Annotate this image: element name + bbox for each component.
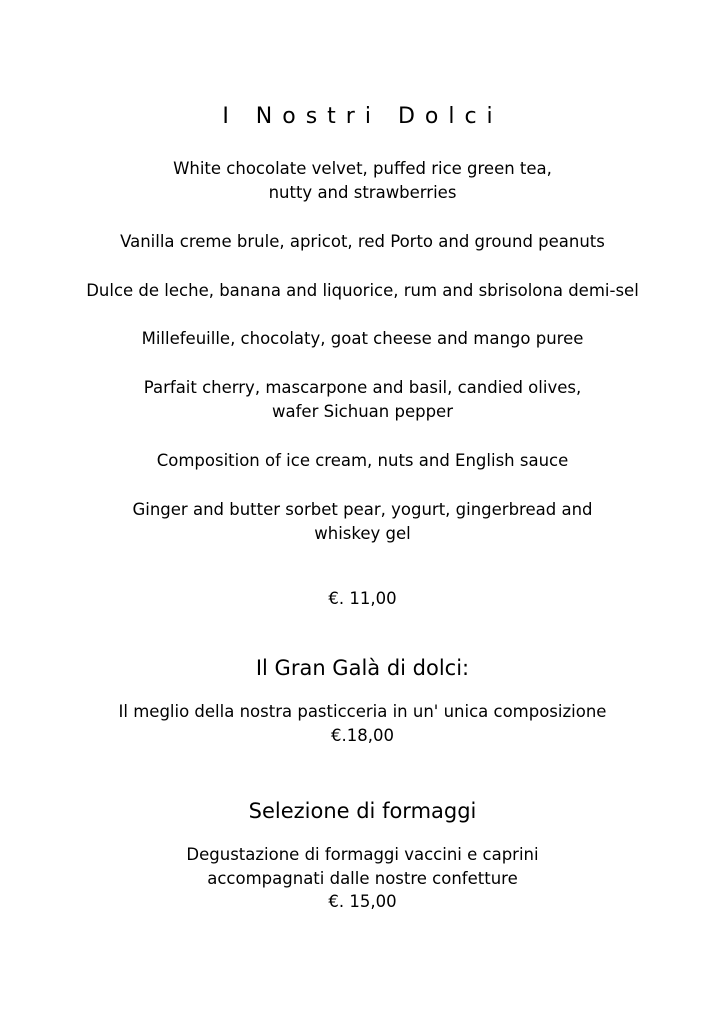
gran-gala-heading: Il Gran Galà di dolci: bbox=[255, 656, 470, 680]
dolci-item-3: Dulce de leche, banana and liquorice, rum and sbrisolona demi-sel bbox=[86, 281, 639, 300]
formaggi-line-1: Degustazione di formaggi vaccini e caprini bbox=[186, 845, 539, 864]
dolci-item-2: Vanilla creme brule, apricot, red Porto and ground peanuts bbox=[120, 232, 605, 251]
gran-gala-description: Il meglio della nostra pasticceria in un' unica composizione bbox=[118, 702, 607, 721]
dolci-title: I Nostri Dolci bbox=[222, 104, 503, 129]
dolci-price: €. 11,00 bbox=[328, 589, 397, 608]
dolci-item-7-line-2: whiskey gel bbox=[314, 524, 411, 543]
dolci-item-7-line-1: Ginger and butter sorbet pear, yogurt, gingerbread and bbox=[132, 500, 593, 519]
formaggi-line-2: accompagnati dalle nostre confetture bbox=[207, 869, 518, 888]
gran-gala-price: €.18,00 bbox=[331, 726, 394, 745]
dolci-item-1-line-1: White chocolate velvet, puffed rice green tea, bbox=[173, 159, 552, 178]
dolci-item-5-line-2: wafer Sichuan pepper bbox=[272, 402, 453, 421]
dolci-item-5-line-1: Parfait cherry, mascarpone and basil, candied olives, bbox=[143, 378, 582, 397]
formaggi-heading: Selezione di formaggi bbox=[248, 799, 477, 823]
dolci-item-4: Millefeuille, chocolaty, goat cheese and mango puree bbox=[141, 329, 584, 348]
dolci-item-6: Composition of ice cream, nuts and English sauce bbox=[156, 451, 569, 470]
dolci-item-1-line-2: nutty and strawberries bbox=[268, 183, 457, 202]
formaggi-price: €. 15,00 bbox=[328, 892, 397, 911]
